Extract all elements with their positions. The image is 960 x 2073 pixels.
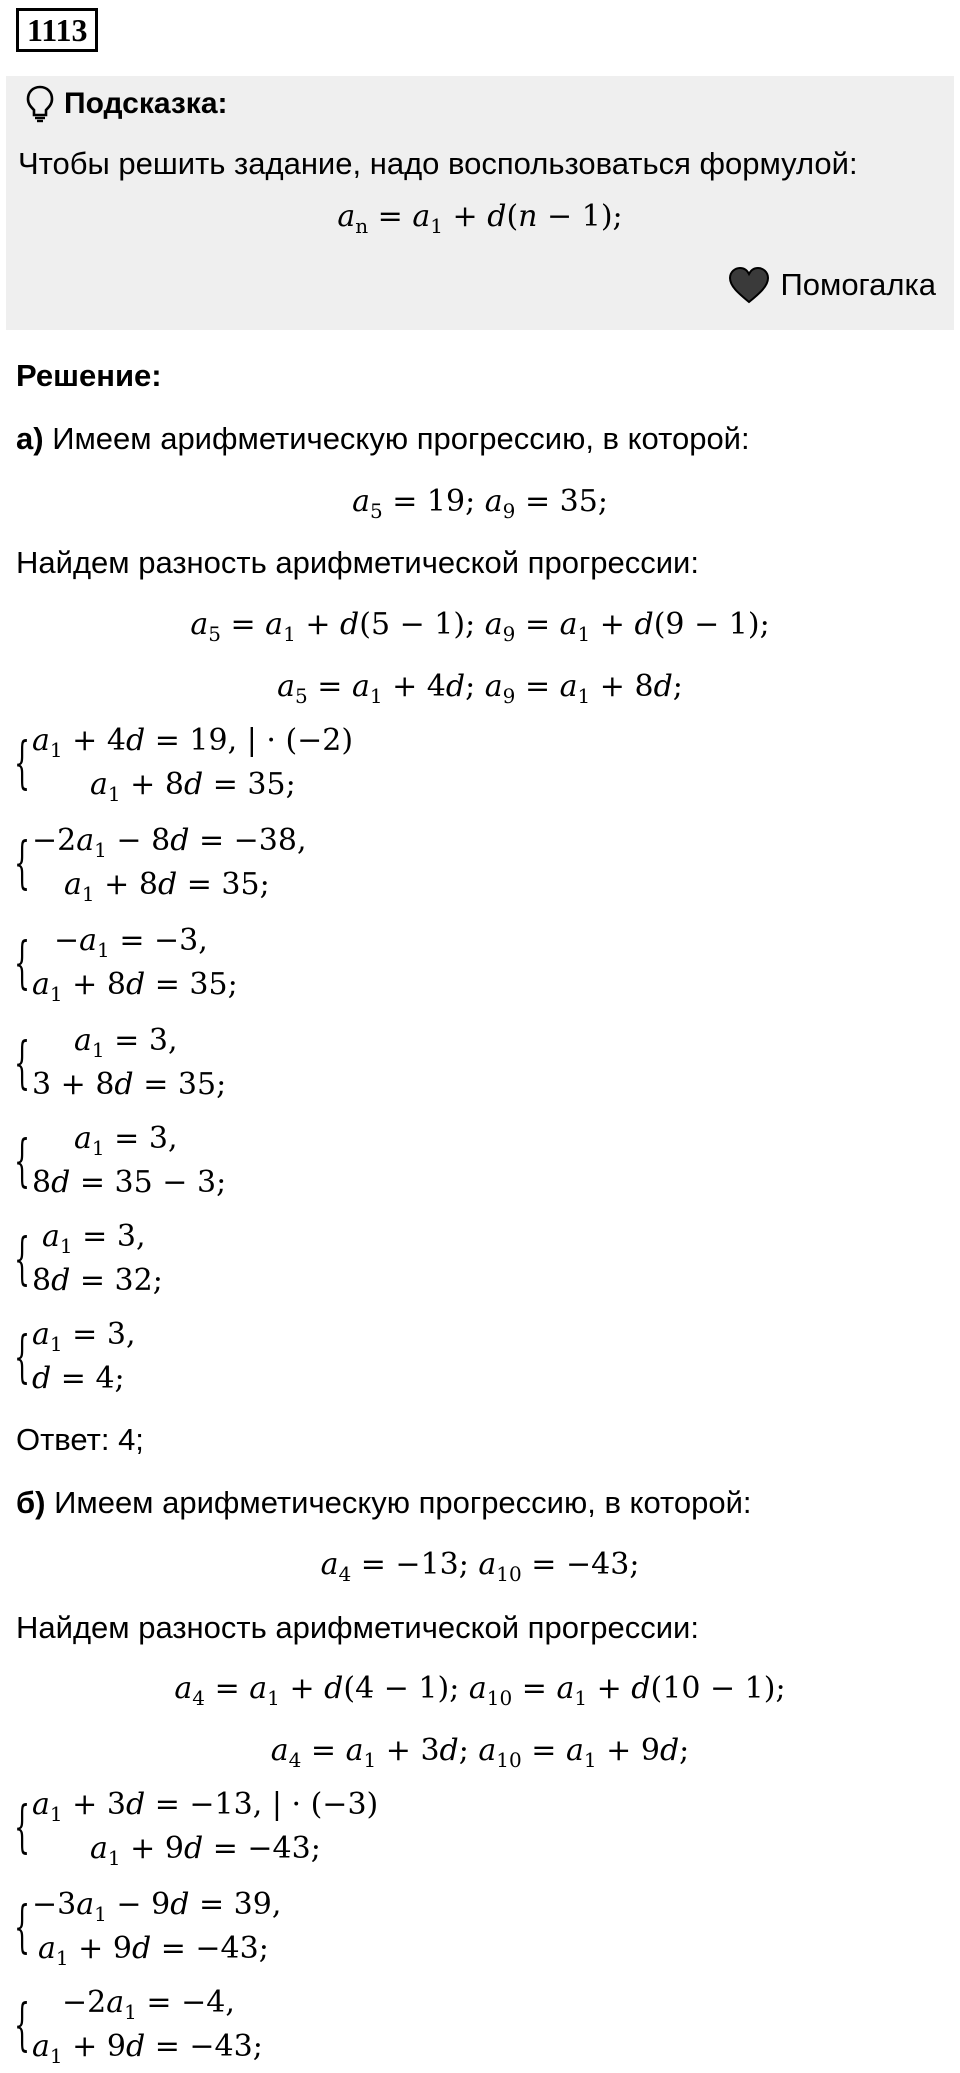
system-line: $a_1 + 8d = 35$; xyxy=(32,967,238,1006)
system-line: $-2a_1 - 8d = -38$, xyxy=(32,823,307,862)
part-a-eq1: $a_5 = a_1 + d(5 - 1)$; $a_9 = a_1 + d(9 - 1)$; xyxy=(190,607,770,646)
heart-icon xyxy=(728,266,770,304)
part-a-intro xyxy=(16,421,750,457)
part-a-intro-text: Имеем арифметическую прогрессию, в которой: xyxy=(52,421,750,456)
system-line: $-a_1 = -3$, xyxy=(54,923,208,962)
hint-title: Подсказка: xyxy=(64,87,228,120)
part-b-intro xyxy=(16,1485,752,1521)
part-a-find: Найдем разность арифметической прогрессии: xyxy=(16,545,699,580)
part-a-given: $a_5 = 19$; $a_9 = 35$; xyxy=(352,484,608,523)
brace-icon: { xyxy=(14,931,31,996)
system-line: $a_1 = 3$, xyxy=(42,1219,146,1258)
helper-link[interactable] xyxy=(728,266,936,304)
part-a-label: а) xyxy=(16,421,44,456)
system-line: 3 + 8d = 35; xyxy=(32,1067,227,1102)
system-line: $a_1 + 9d = -43$; xyxy=(38,1931,269,1970)
part-b-intro-text: Имеем арифметическую прогрессию, в которой: xyxy=(54,1485,752,1520)
system-line: $-2a_1 = -4$, xyxy=(62,1985,235,2024)
system-line: 8d = 32; xyxy=(32,1263,163,1298)
solution-heading: Решение: xyxy=(16,358,162,393)
part-b-label: б) xyxy=(16,1485,46,1520)
system-line: $-3a_1 - 9d = 39$, xyxy=(32,1887,282,1926)
part-b-eq2: $a_4 = a_1 + 3d$; $a_{10} = a_1 + 9d$; xyxy=(270,1733,690,1772)
system-line: $a_1 + 8d = 35$; xyxy=(64,867,270,906)
brace-icon: { xyxy=(14,831,31,896)
brace-icon: { xyxy=(14,1129,31,1194)
helper-label: Помогалка xyxy=(780,267,936,302)
brace-icon: { xyxy=(14,1795,31,1860)
system-line: 8d = 35 − 3; xyxy=(32,1165,227,1200)
lightbulb-icon xyxy=(26,85,54,123)
brace-icon: { xyxy=(14,1325,31,1390)
part-a-eq2: $a_5 = a_1 + 4d$; $a_9 = a_1 + 8d$; xyxy=(277,669,683,708)
part-b-find: Найдем разность арифметической прогрессии: xyxy=(16,1610,699,1645)
part-b-given: $a_4 = -13$; $a_{10} = -43$; xyxy=(320,1547,640,1586)
brace-icon: { xyxy=(14,1895,31,1960)
hint-text: Чтобы решить задание, надо воспользоваться формулой: xyxy=(18,146,858,181)
hint-box xyxy=(6,76,954,330)
part-b-eq1: $a_4 = a_1 + d(4 - 1)$; $a_{10} = a_1 + d(10 - 1)$; xyxy=(174,1671,786,1710)
brace-icon: { xyxy=(14,1227,31,1292)
system-line: $a_1 + 8d = 35$; xyxy=(90,767,296,806)
system-line: $a_1 + 9d = -43$; xyxy=(32,2029,263,2068)
system-line: $a_1 = 3$, xyxy=(74,1121,178,1160)
system-line: $a_1 = 3$, xyxy=(32,1317,136,1356)
system-line: $a_1 + 9d = -43$; xyxy=(90,1831,321,1870)
system-line: d = 4; xyxy=(32,1361,125,1396)
task-number: 1113 xyxy=(16,8,98,52)
hint-formula: $a_n = a_1 + d(n - 1)$; xyxy=(337,199,623,238)
hint-header xyxy=(26,84,228,124)
part-a-answer: Ответ: 4; xyxy=(16,1422,144,1457)
brace-icon: { xyxy=(14,1031,31,1096)
system-line: $a_1 = 3$, xyxy=(74,1023,178,1062)
brace-icon: { xyxy=(14,731,31,796)
system-line: $a_1 + 3d = -13$, | · (−3) xyxy=(32,1787,379,1826)
brace-icon: { xyxy=(14,1993,31,2058)
system-line: $a_1 + 4d = 19$, | · (−2) xyxy=(32,723,354,762)
